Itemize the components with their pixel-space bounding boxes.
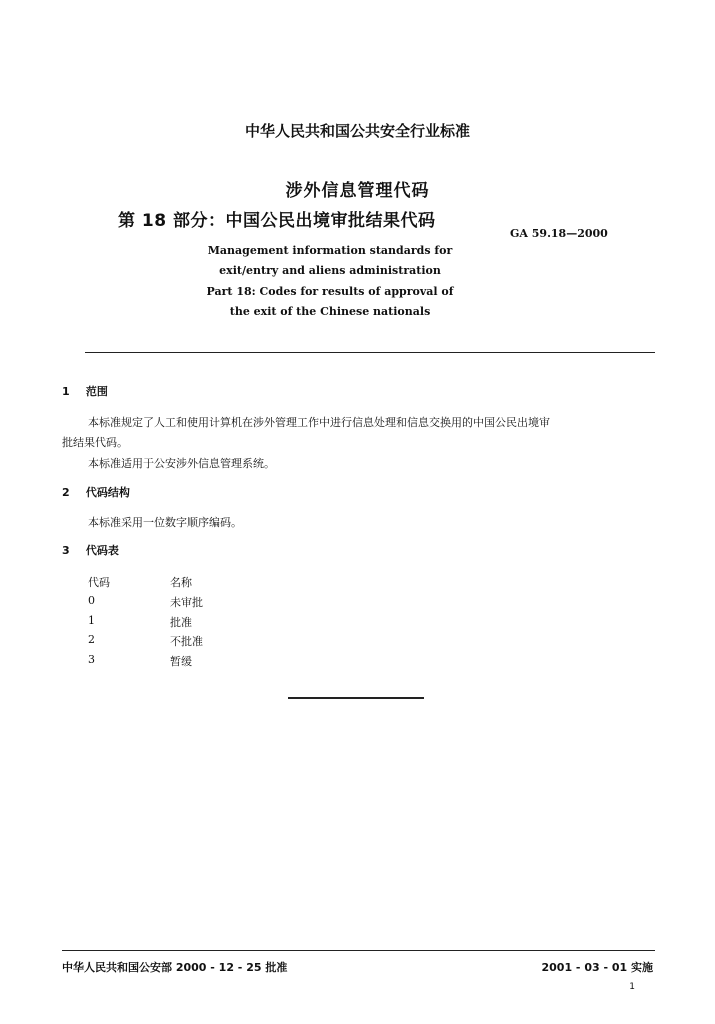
table-row-name: 暂缓	[170, 655, 192, 668]
table-row-code: 2	[88, 633, 95, 646]
english-title-line1: Management information standards for	[207, 244, 453, 257]
table-row-name: 批准	[170, 616, 192, 629]
implementation-date: 2001 - 03 - 01 实施	[541, 961, 653, 974]
approval-date: 中华人民共和国公安部 2000 - 12 - 25 批准	[62, 961, 288, 974]
section-title: 范围	[85, 385, 108, 398]
section-table-heading	[62, 542, 119, 558]
table-row-code: 3	[88, 653, 95, 666]
document-title-line1: 涉外信息管理代码	[285, 181, 430, 201]
section-title: 代码表	[85, 544, 119, 557]
table-header-code: 代码	[88, 576, 110, 589]
table-row-code: 0	[88, 594, 95, 607]
table-header-name: 名称	[170, 576, 192, 589]
section-title: 代码结构	[85, 486, 130, 499]
table-row-name: 不批准	[170, 635, 203, 648]
document-title-line2: 第 18 部分：中国公民出境审批结果代码	[118, 211, 436, 231]
structure-paragraph: 本标准采用一位数字顺序编码。	[88, 516, 242, 529]
section-number: 1	[62, 385, 70, 398]
scope-paragraph-line2: 批结果代码。	[62, 436, 128, 449]
scope-paragraph-2: 本标准适用于公安涉外信息管理系统。	[88, 457, 275, 470]
english-title-line2: exit/entry and aliens administration	[219, 264, 441, 277]
standard-code: GA 59.18—2000	[510, 227, 608, 240]
table-row-code: 1	[88, 614, 95, 627]
page-number: 1	[629, 982, 635, 992]
header-divider	[85, 352, 655, 353]
english-title-line3: Part 18: Codes for results of approval of	[206, 285, 454, 298]
section-number: 2	[62, 486, 70, 499]
section-number: 3	[62, 544, 70, 557]
section-structure-heading	[62, 484, 130, 500]
english-title-line4: the exit of the Chinese nationals	[229, 305, 431, 318]
end-of-text-rule	[288, 697, 424, 699]
footer-divider	[62, 950, 655, 951]
table-row-name: 未审批	[170, 596, 203, 609]
standard-category-header: 中华人民共和国公共安全行业标准	[244, 122, 470, 140]
section-scope-heading	[62, 383, 108, 399]
scope-paragraph-line1: 本标准规定了人工和使用计算机在涉外管理工作中进行信息处理和信息交换用的中国公民出境审	[88, 416, 550, 429]
